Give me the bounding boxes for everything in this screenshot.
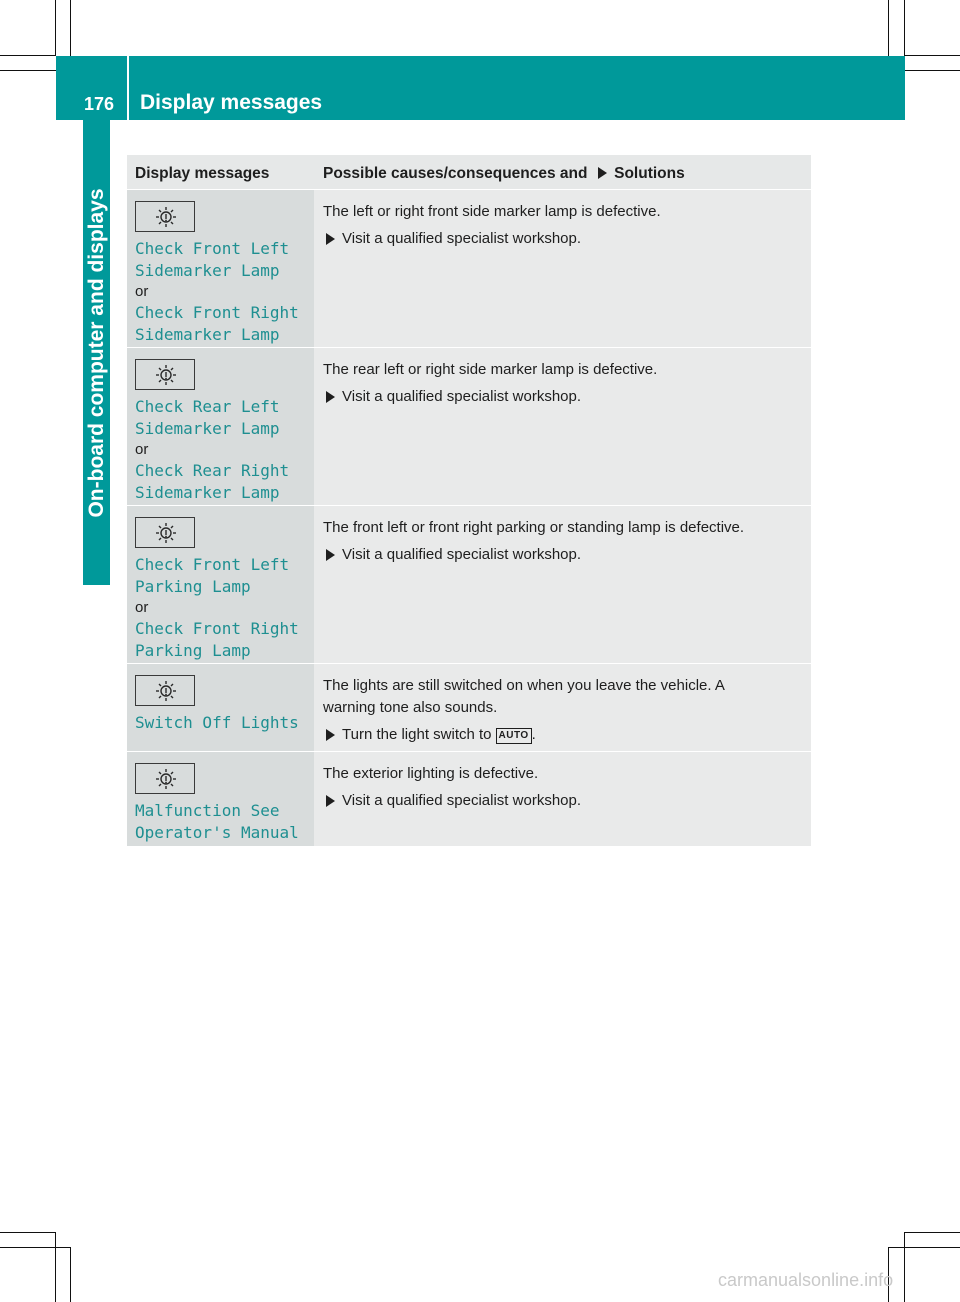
message-line: Parking Lamp (135, 576, 251, 596)
message-line: Sidemarker Lamp (135, 260, 280, 280)
step-text: Visit a qualified specialist workshop. (342, 230, 582, 247)
message-text (135, 396, 314, 503)
message-line: Check Front Right (135, 303, 299, 322)
table-row (127, 752, 811, 846)
message-text (135, 712, 314, 734)
step-text: Visit a qualified specialist workshop. (342, 546, 582, 563)
message-line: Sidemarker Lamp (135, 324, 280, 344)
cause-line: The lights are still switched on when you leave the vehicle. A (323, 677, 725, 694)
solution-cell (314, 348, 811, 505)
crop-mark (904, 1232, 960, 1233)
solution-step (323, 386, 811, 408)
message-cell (127, 190, 314, 347)
crop-mark (888, 1247, 960, 1248)
message-cell (127, 664, 314, 751)
cause-text: The rear left or right side marker lamp is defective. (323, 361, 658, 378)
message-line: Check Rear Right (135, 461, 290, 480)
crop-mark (0, 1247, 71, 1248)
message-line: Check Rear Left (135, 397, 280, 416)
table-row (127, 506, 811, 664)
step-text: Visit a qualified specialist workshop. (342, 792, 582, 809)
column-header-causes-solutions (314, 155, 811, 189)
message-line: Switch Off Lights (135, 713, 299, 732)
table-row (127, 348, 811, 506)
exterior-lamp-icon (135, 763, 195, 794)
solution-step (323, 724, 811, 746)
message-cell (127, 348, 314, 505)
cause-text: The left or right front side marker lamp is defective. (323, 203, 661, 220)
step-text (342, 724, 536, 746)
crop-mark (55, 0, 56, 56)
exterior-lamp-icon (135, 201, 195, 232)
column-header-display-messages: Display messages (135, 165, 270, 182)
crop-mark (0, 70, 56, 71)
message-line: Check Front Left (135, 239, 290, 258)
message-text (135, 554, 314, 661)
step-prefix: Turn the light switch to (342, 726, 492, 743)
or-text: or (135, 599, 149, 616)
crop-mark (905, 70, 960, 71)
page-number: 176 (84, 94, 115, 114)
solution-step (323, 544, 811, 566)
crop-mark (0, 55, 56, 56)
solution-cell (314, 664, 811, 751)
step-arrow-icon (326, 391, 335, 403)
section-title: Display messages (140, 91, 323, 114)
table-row (127, 664, 811, 752)
crop-mark (905, 55, 960, 56)
crop-mark (70, 1247, 71, 1302)
cause-text: The front left or front right parking or standing lamp is defective. (323, 519, 745, 536)
column-header-prefix: Possible causes/consequences and (323, 165, 588, 182)
header-divider (127, 56, 129, 120)
solution-step (323, 790, 811, 812)
solution-step (323, 228, 811, 250)
crop-mark (0, 1232, 56, 1233)
cause-line: warning tone also sounds. (323, 699, 498, 716)
solution-cell (314, 752, 811, 846)
message-cell (127, 752, 314, 846)
message-cell (127, 506, 314, 663)
table-row (127, 190, 811, 348)
step-arrow-icon (326, 795, 335, 807)
exterior-lamp-icon (135, 359, 195, 390)
column-header-suffix: Solutions (614, 165, 685, 182)
message-line: Sidemarker Lamp (135, 482, 280, 502)
solution-cell (314, 506, 811, 663)
solution-cell (314, 190, 811, 347)
table-header (127, 155, 811, 190)
message-line: Operator's Manual (135, 822, 299, 842)
step-text: Visit a qualified specialist workshop. (342, 388, 582, 405)
step-arrow-icon (326, 549, 335, 561)
or-text: or (135, 283, 149, 300)
message-line: Check Front Left (135, 555, 290, 574)
message-line: Malfunction See (135, 801, 280, 820)
auto-switch-icon: AUTO (496, 728, 532, 744)
exterior-lamp-icon (135, 675, 195, 706)
message-line: Parking Lamp (135, 640, 251, 660)
or-text: or (135, 441, 149, 458)
step-arrow-icon (326, 729, 335, 741)
step-suffix: . (531, 726, 536, 743)
crop-mark (888, 0, 889, 56)
step-arrow-icon (326, 233, 335, 245)
exterior-lamp-icon (135, 517, 195, 548)
crop-mark (70, 0, 71, 56)
crop-mark (904, 1232, 905, 1302)
message-line: Sidemarker Lamp (135, 418, 280, 438)
cause-text (323, 675, 811, 719)
message-text (135, 238, 314, 345)
cause-text: The exterior lighting is defective. (323, 765, 539, 782)
solution-arrow-icon (598, 167, 607, 179)
crop-mark (904, 0, 905, 56)
crop-mark (55, 1232, 56, 1302)
message-text (135, 800, 314, 843)
chapter-side-tab-label: On-board computer and displays (85, 188, 108, 518)
display-messages-table (127, 155, 811, 846)
watermark: carmanualsonline.info (718, 1270, 894, 1290)
message-line: Check Front Right (135, 619, 299, 638)
